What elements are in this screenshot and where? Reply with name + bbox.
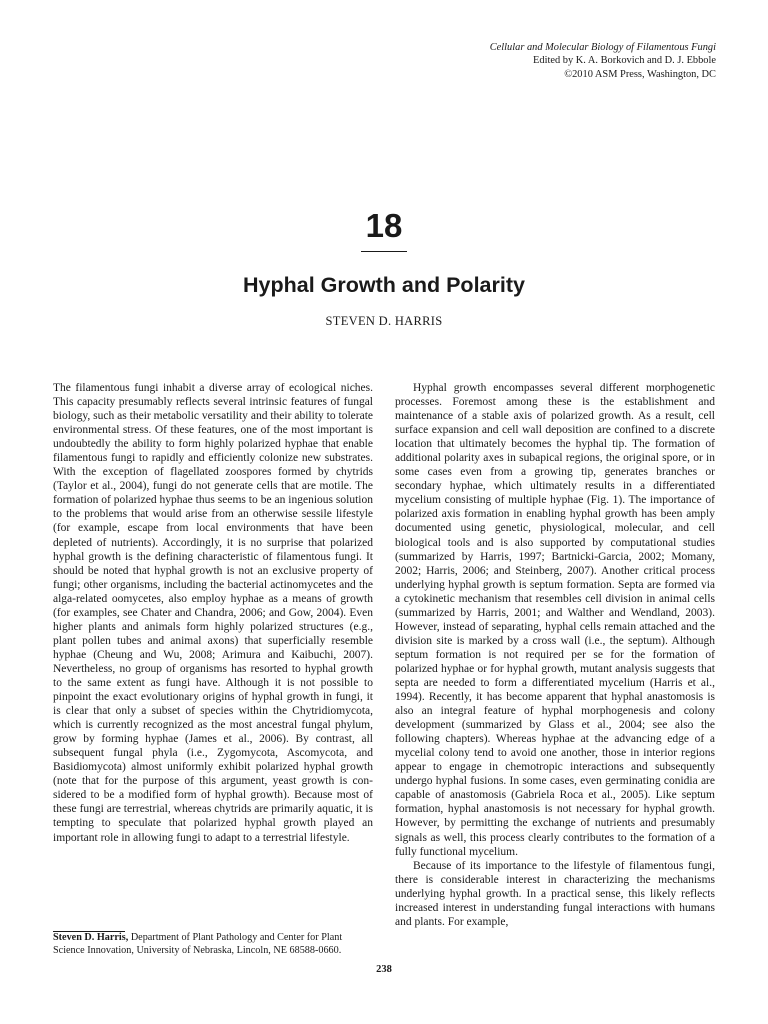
- chapter-author: STEVEN D. HARRIS: [325, 314, 443, 328]
- chapter-number: 18: [365, 207, 403, 244]
- body-paragraph: The filamentous fungi inhabit a diverse array of ecological niches. This capacity presumably reflects several intrinsic features of fungal biology, such as their metabolic versatility and their ability to tolerate environmental stress. Of these features, one of the most important is undoubtedly the ability to form highly polarized hyphae that enable filamentous fungi to rapidly and efficiently colonize new substrates. With the exception of flagellated zoospores formed by chytrids (Taylor et al., 2004), fungi do not generate cells that are motile. The formation of polarized hyphae thus seems to be an ingenious solution to the problems that would arise from an otherwise sessile lifestyle (for example, escape from local environments that have been depleted of nutrients). Accordingly, it is no surprise that polarized hyphal growth is the defining characteristic of filamentous fungi. It should be noted that hyphal growth is not an exclusive property of fungi; other organisms, including the bacterial actinomycetes and the alga-related oomycetes, also employ hyphae as a means of growth (for examples, see Chater and Chandra, 2006; and Gow, 2004). Even higher plants and animals form highly polarized structures (e.g., plant pollen tubes and animal axons) that superficially resemble hyphae (Cheung and Wu, 2008; Arimura and Kaibuchi, 2007). Nevertheless, no group of organisms has resorted to hyphal growth to the same extent as fungi have. Although it is not possible to pinpoint the exact evolutionary origins of hyphal growth in fungi, it is clear that only a subset of species within the Chytridiomycota, which is currently recognized as the most ancestral fungal phylum, grow by forming hyphae (James et al., 2006). By contrast, all subsequent fungal phyla (i.e., Zygomycota, Ascomycota, and Basidiomycota) almost uniformly exhibit polarized hyphal growth (note that for the purpose of this argument, yeast growth is considered to be a modified form of hyphal growth). Because most of these fungi are terrestrial, whereas chytrids are primarily aquatic, it is tempting to speculate that polarized hyphal growth played an important role in allowing fungi to adapt to a terrestrial lifestyle.: [53, 382, 373, 844]
- footnote-affiliation: Department of Plant Pathology and Center for Plant Science Innovation, University of Nebraska, Lincoln, NE 68588-0660.: [53, 932, 343, 956]
- chapter-number-rule: [361, 251, 407, 252]
- body-paragraph: Hyphal growth encompasses several different morphogenetic processes. Foremost among these is the establishment and maintenance of a stable axis of polarized growth. As a result, cell surface expansion and cell wall deposition are confined to a discrete location that ultimately becomes the hyphal tip. The formation of additional polarity axes in subapical regions, the original spore, or in some cases even from a growing tip, generates branches or secondary hyphae, which ultimately results in a differentiated mycelium consisting of multiple hyphae (Fig. 1). The importance of polarized axis formation in enabling hyphal growth has been amply documented using genetic, physiological, molecular, and cell biological tools and is also supported by computational studies (summarized by Harris, 1997; Bartnicki-Garcia, 2002; Momany, 2002; Harris, 2006; and Steinberg, 2007). Another critical process underlying hyphal growth is septum formation. Septa are formed via a cytokinetic mechanism that resembles cell division in animal cells (summarized by Harris, 2001; and Walther and Wendland, 2003). However, instead of separating, hyphal cells remain attached and the division site is marked by a cross wall (i.e., the septum). Although septum formation is not required per se for the formation of polarized hyphae or for hyphal growth, mutant analysis suggests that septa are needed to form a differentiated mycelium (Harris et al., 1994). Recently, it has become apparent that hyphal anastomosis is also an integral feature of hyphal morphogenesis and colony development (summarized by Glass et al., 2004; see also the following chapters). Whereas hyphae at the advancing edge of a mycelial colony tend to avoid one another, those in interior regions appear to engage in chemotropic interactions and subsequently undergo hyphal fusions. In some cases, even germinating conidia are capable of anastomosis (Gabriela Roca et al., 2005). Like septum formation, hyphal anastomosis is not necessary for hyphal growth. However, by permitting the exchange of nutrients and presumably signals as well, this process clearly contributes to the formation of a fully functional mycelium.: [395, 382, 715, 858]
- book-title: Cellular and Molecular Biology of Filamentous Fungi: [489, 42, 716, 53]
- book-copyright: ©2010 ASM Press, Washington, DC: [564, 68, 716, 80]
- author-footnote: [53, 932, 373, 957]
- body-paragraph: Because of its importance to the lifestyle of filamentous fungi, there is considerable interest in characterizing the mechanisms underlying hyphal growth. In a practical sense, this likely reflects increased interest in understanding fungal interactions with humans and plants. For example,: [395, 859, 715, 928]
- page-number: 238: [376, 964, 392, 975]
- book-editors: Edited by K. A. Borkovich and D. J. Ebbole: [533, 55, 716, 67]
- chapter-title: Hyphal Growth and Polarity: [243, 273, 525, 297]
- left-text-column: [53, 381, 373, 845]
- right-text-column: [395, 381, 715, 929]
- book-citation-header: [490, 41, 716, 81]
- footnote-author-name: Steven D. Harris,: [53, 932, 129, 943]
